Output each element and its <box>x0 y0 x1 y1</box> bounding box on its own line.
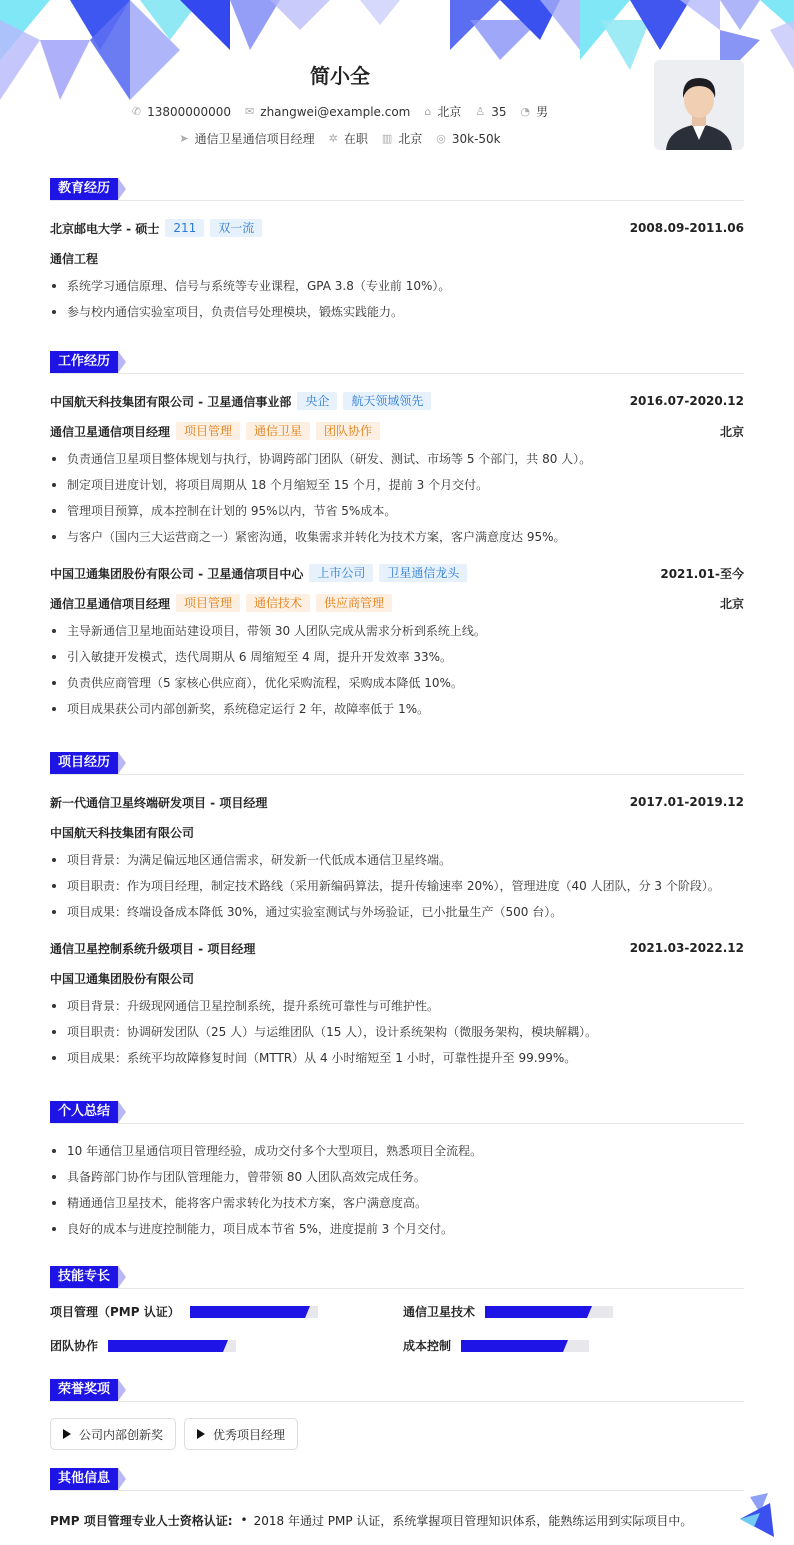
project-org-row <box>50 817 744 847</box>
age-icon: ♙ <box>475 105 486 118</box>
project-period: 2021.03-2022.12 <box>629 941 744 955</box>
project-header-row <box>50 933 744 963</box>
list-item: 项目成果：终端设备成本降低 30%，通过实验室测试与外场验证，已小批量生产（500 台）。 <box>50 899 744 925</box>
target-city-item <box>382 130 422 147</box>
work-bullets <box>50 446 744 550</box>
work-company-row <box>50 386 744 416</box>
status-icon: ✲ <box>328 132 338 145</box>
work-role-row <box>50 588 744 618</box>
role-name: 通信卫星通信项目经理 <box>50 596 171 611</box>
list-item: 项目职责：作为项目经理，制定技术路线（采用新编码算法，提升传输速率 20%），管理进度（40 人团队，分 3 个阶段）。 <box>50 873 744 899</box>
skills-section <box>50 1266 744 1359</box>
education-title <box>50 178 744 201</box>
age-item <box>475 103 506 120</box>
candidate-name: 简小全 <box>310 64 370 88</box>
projects-title-tag: 项目经历 <box>50 752 118 774</box>
project-title: 新一代通信卫星终端研发项目 - 项目经理 <box>50 795 268 810</box>
education-header-row <box>50 213 744 243</box>
city-text: 北京 <box>437 105 462 119</box>
skill-bar <box>108 1340 236 1352</box>
list-item: 具备跨部门协作与团队管理能力，曾带领 80 人团队高效完成任务。 <box>50 1164 744 1190</box>
project-bullets <box>50 847 744 925</box>
awards-title-tag: 荣誉奖项 <box>50 1379 118 1401</box>
email-text: zhangwei@example.com <box>260 104 411 119</box>
other-title-tag: 其他信息 <box>50 1468 118 1490</box>
award-name: 公司内部创新奖 <box>79 1427 164 1442</box>
other-text: 2018 年通过 PMP 认证，系统掌握项目管理知识体系，能熟练运用到实际项目中。 <box>253 1513 693 1528</box>
award-name: 优秀项目经理 <box>213 1427 286 1442</box>
intent-row <box>0 130 680 147</box>
role-tag: 项目管理 <box>176 594 240 612</box>
status-item <box>329 130 368 147</box>
work-period: 2016.07-2020.12 <box>629 394 744 408</box>
list-item: 项目成果获公司内部创新奖，系统稳定运行 2 年，故障率低于 1%。 <box>50 696 744 722</box>
play-icon <box>63 1429 71 1439</box>
skill-bar-fill <box>485 1306 587 1318</box>
school-tag: 双一流 <box>210 219 262 237</box>
salary-text: 30k-50k <box>451 131 501 146</box>
skill-item <box>403 1303 613 1320</box>
list-item: 良好的成本与进度控制能力，项目成本节省 5%，进度提前 3 个月交付。 <box>50 1216 744 1242</box>
play-icon <box>197 1429 205 1439</box>
salary-icon: ◎ <box>436 132 446 145</box>
list-item: 制定项目进度计划，将项目周期从 18 个月缩短至 15 个月，提前 3 个月交付。 <box>50 472 744 498</box>
other-row <box>50 1507 744 1533</box>
skills-title-tag: 技能专长 <box>50 1266 118 1288</box>
role-tag: 通信卫星 <box>246 422 310 440</box>
projects-section <box>50 752 744 1071</box>
education-bullets <box>50 273 744 325</box>
education-period: 2008.09-2011.06 <box>629 221 744 235</box>
summary-bullets <box>50 1138 744 1242</box>
status-text: 在职 <box>343 132 368 146</box>
awards-section <box>50 1379 744 1450</box>
avatar <box>654 60 744 150</box>
building-icon: ▥ <box>381 132 393 145</box>
list-item: 10 年通信卫星通信项目管理经验，成功交付多个大型项目，熟悉项目全流程。 <box>50 1138 744 1164</box>
school-name: 北京邮电大学 - 硕士 <box>50 221 160 236</box>
gender-icon: ◔ <box>520 105 531 118</box>
project-org: 中国航天科技集团有限公司 <box>50 825 195 840</box>
role-name: 通信卫星通信项目经理 <box>50 424 171 439</box>
list-item: 项目职责：协调研发团队（25 人）与运维团队（15 人），设计系统架构（微服务架构，模块解耦）。 <box>50 1019 744 1045</box>
role-tag: 通信技术 <box>246 594 310 612</box>
skill-item <box>50 1303 318 1320</box>
skills-list <box>50 1289 744 1359</box>
corner-decoration <box>740 1493 780 1537</box>
education-section <box>50 178 744 325</box>
list-item: 项目背景：为满足偏远地区通信需求，研发新一代低成本通信卫星终端。 <box>50 847 744 873</box>
company-tag: 卫星通信龙头 <box>379 564 467 582</box>
project-header-row <box>50 787 744 817</box>
list-item: 负责供应商管理（5 家核心供应商），优化采购流程，采购成本降低 10%。 <box>50 670 744 696</box>
phone-icon: ✆ <box>131 105 142 118</box>
other-section <box>50 1468 744 1533</box>
position-text: 通信卫星通信项目经理 <box>194 132 315 146</box>
skill-name: 成本控制 <box>403 1339 452 1353</box>
salary-item <box>436 130 500 147</box>
work-bullets <box>50 618 744 722</box>
company-tag: 央企 <box>297 392 337 410</box>
project-bullets <box>50 993 744 1071</box>
project-title: 通信卫星控制系统升级项目 - 项目经理 <box>50 941 256 956</box>
other-title <box>50 1468 744 1491</box>
mail-icon: ✉ <box>245 105 255 118</box>
work-company-row <box>50 558 744 588</box>
skill-item <box>50 1337 236 1354</box>
role-tag: 项目管理 <box>176 422 240 440</box>
list-item: 管理项目预算，成本控制在计划的 95%以内，节省 5%成本。 <box>50 498 744 524</box>
other-label: PMP 项目管理专业人士资格认证: <box>50 1513 233 1528</box>
phone-text: 13800000000 <box>147 104 232 119</box>
skill-bar <box>485 1306 613 1318</box>
position-item <box>179 130 314 147</box>
skills-title <box>50 1266 744 1289</box>
project-org: 中国卫通集团股份有限公司 <box>50 971 195 986</box>
education-title-tag: 教育经历 <box>50 178 118 200</box>
age-text: 35 <box>491 104 507 119</box>
skill-item <box>403 1337 589 1354</box>
work-title-tag: 工作经历 <box>50 351 118 373</box>
company-tag: 上市公司 <box>309 564 373 582</box>
role-tag: 供应商管理 <box>316 594 392 612</box>
major-name: 通信工程 <box>50 251 99 266</box>
skill-bar-fill <box>108 1340 223 1352</box>
list-item: 引入敏捷开发模式，迭代周期从 6 周缩短至 4 周，提升开发效率 33%。 <box>50 644 744 670</box>
list-item: 参与校内通信实验室项目，负责信号处理模块，锻炼实践能力。 <box>50 299 744 325</box>
list-item: 精通通信卫星技术，能将客户需求转化为技术方案，客户满意度高。 <box>50 1190 744 1216</box>
award-chip <box>184 1418 298 1450</box>
projects-title <box>50 752 744 775</box>
list-item: 负责通信卫星项目整体规划与执行，协调跨部门团队（研发、测试、市场等 5 个部门，共 80 人）。 <box>50 446 744 472</box>
skill-bar-fill <box>461 1340 563 1352</box>
awards-title <box>50 1379 744 1402</box>
list-item: 项目成果：系统平均故障修复时间（MTTR）从 4 小时缩短至 1 小时，可靠性提升至 99.99%。 <box>50 1045 744 1071</box>
award-chip <box>50 1418 176 1450</box>
skill-bar <box>461 1340 589 1352</box>
list-item: 项目背景：升级现网通信卫星控制系统，提升系统可靠性与可维护性。 <box>50 993 744 1019</box>
work-period: 2021.01-至今 <box>660 566 744 581</box>
skill-name: 项目管理（PMP 认证） <box>50 1305 180 1319</box>
project-period: 2017.01-2019.12 <box>629 795 744 809</box>
skill-bar-fill <box>190 1306 305 1318</box>
skill-name: 团队协作 <box>50 1339 99 1353</box>
list-item: 主导新通信卫星地面站建设项目，带领 30 人团队完成从需求分析到系统上线。 <box>50 618 744 644</box>
company-name: 中国航天科技集团有限公司 - 卫星通信事业部 <box>50 394 292 409</box>
resume-header <box>0 0 794 160</box>
gender-text: 男 <box>536 105 549 119</box>
gender-item <box>521 103 549 120</box>
summary-title <box>50 1101 744 1124</box>
work-title <box>50 351 744 374</box>
city-item <box>424 103 461 120</box>
work-location: 北京 <box>719 596 744 611</box>
summary-title-tag: 个人总结 <box>50 1101 118 1123</box>
company-tag: 航天领域领先 <box>343 392 431 410</box>
skill-name: 通信卫星技术 <box>403 1305 476 1319</box>
summary-section <box>50 1101 744 1242</box>
skill-bar <box>190 1306 318 1318</box>
school-tag: 211 <box>165 219 204 237</box>
email-item <box>245 103 410 120</box>
major-row <box>50 243 744 273</box>
project-org-row <box>50 963 744 993</box>
list-item: 系统学习通信原理、信号与系统等专业课程，GPA 3.8（专业前 10%）。 <box>50 273 744 299</box>
work-location: 北京 <box>719 424 744 439</box>
send-icon: ➤ <box>179 132 189 145</box>
phone-item <box>132 103 231 120</box>
contact-row <box>0 103 680 120</box>
bullet-dot: • <box>240 1513 248 1527</box>
home-icon: ⌂ <box>424 105 432 118</box>
work-role-row <box>50 416 744 446</box>
list-item: 与客户（国内三大运营商之一）紧密沟通，收集需求并转化为技术方案，客户满意度达 95%。 <box>50 524 744 550</box>
awards-list <box>50 1418 744 1450</box>
target-city-text: 北京 <box>398 132 423 146</box>
work-section <box>50 351 744 722</box>
role-tag: 团队协作 <box>316 422 380 440</box>
company-name: 中国卫通集团股份有限公司 - 卫星通信项目中心 <box>50 566 304 581</box>
